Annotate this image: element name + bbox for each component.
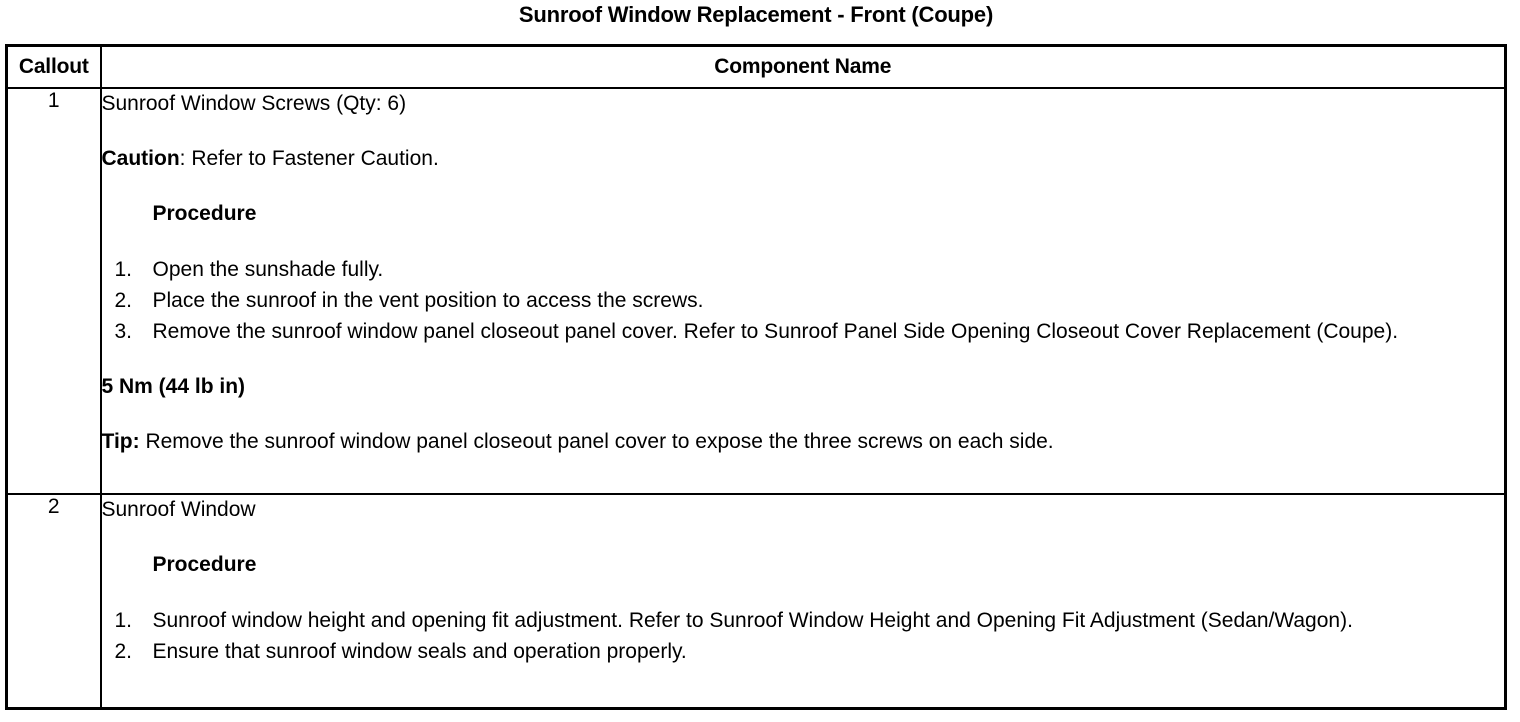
procedure-heading: Procedure <box>152 202 257 225</box>
procedure-steps <box>102 254 1505 347</box>
document-title: Sunroof Window Replacement - Front (Coupe) <box>518 2 994 27</box>
procedure-step <box>102 254 1505 285</box>
step-text: Ensure that sunroof window seals and operation properly. <box>152 640 687 663</box>
tip-note <box>102 427 1505 457</box>
step-number: 2. <box>114 640 133 663</box>
step-number: 1. <box>114 258 133 281</box>
step-number: 3. <box>114 320 133 343</box>
tip-text: Remove the sunroof window panel closeout panel cover to expose the three screws on each side. <box>139 430 1054 453</box>
step-text: Open the sunshade fully. <box>152 258 384 281</box>
component-name: Sunroof Window <box>101 498 256 521</box>
caution-note <box>102 144 1505 174</box>
step-number: 1. <box>114 609 133 632</box>
torque-spec: 5 Nm (44 lb in) <box>101 375 246 398</box>
caution-label: Caution <box>101 147 180 170</box>
component-table <box>5 44 1507 710</box>
component-name: Sunroof Window Screws (Qty: 6) <box>101 92 407 115</box>
table-row <box>7 88 1506 494</box>
table-row <box>7 494 1506 709</box>
procedure-steps <box>102 605 1505 667</box>
callout-number: 1 <box>7 88 101 494</box>
table-header-row <box>7 46 1506 89</box>
step-number: 2. <box>114 289 133 312</box>
component-cell <box>101 88 1506 494</box>
component-name-column-header: Component Name <box>101 46 1506 89</box>
procedure-step <box>102 636 1505 667</box>
tip-label: Tip: <box>101 430 140 453</box>
procedure-step <box>102 605 1505 636</box>
step-text: Place the sunroof in the vent position to access the screws. <box>152 289 704 312</box>
procedure-step <box>102 316 1505 347</box>
component-cell <box>101 494 1506 709</box>
step-text: Sunroof window height and opening fit adjustment. Refer to Sunroof Window Height and Opening Fit Adjustment (Sedan/Wagon). <box>152 609 1353 632</box>
callout-number: 2 <box>7 494 101 709</box>
procedure-step <box>102 285 1505 316</box>
callout-column-header: Callout <box>7 46 101 89</box>
procedure-heading: Procedure <box>152 553 257 576</box>
step-text: Remove the sunroof window panel closeout panel cover. Refer to Sunroof Panel Side Opening Closeout Cover Replacement (Coupe). <box>152 320 1399 343</box>
caution-text: : Refer to Fastener Caution. <box>179 147 439 170</box>
